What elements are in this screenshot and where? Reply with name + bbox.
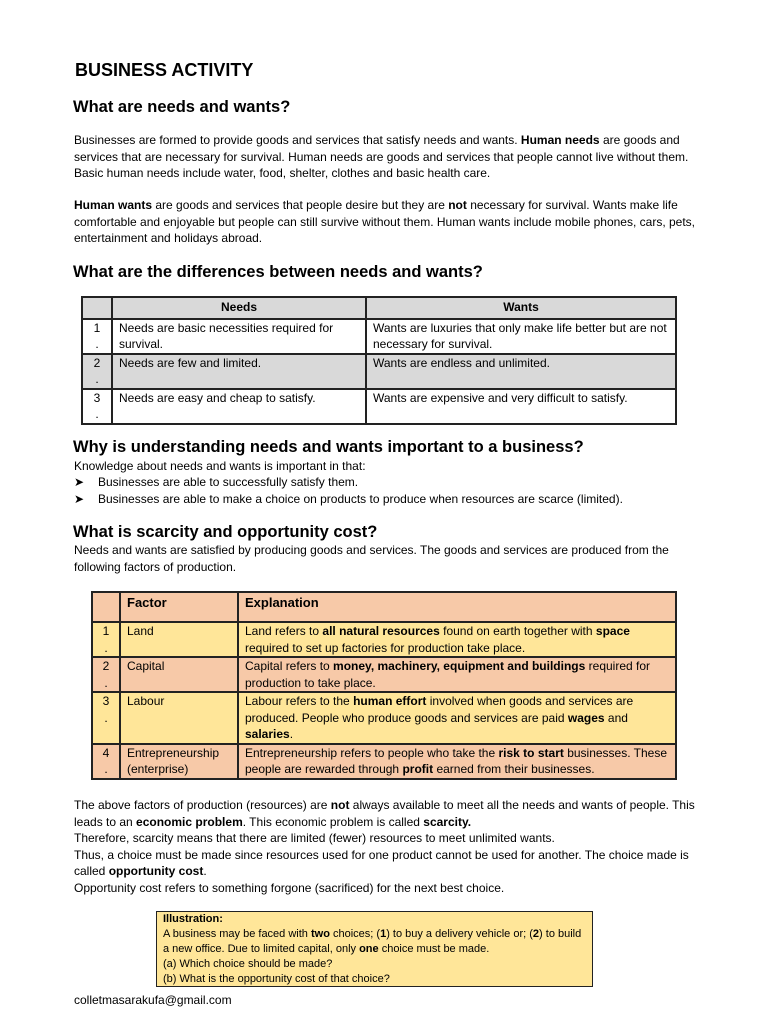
importance-intro: Knowledge about needs and wants is important in that:: [74, 459, 366, 473]
header-needs: Needs: [112, 297, 366, 319]
needs-cell: Needs are basic necessities required for survival.: [112, 319, 366, 354]
row-number: 4 .: [92, 744, 120, 779]
row-number: 3 .: [92, 692, 120, 744]
importance-list: [74, 474, 623, 507]
header-wants: Wants: [366, 297, 676, 319]
row-number: 1 .: [92, 622, 120, 657]
row-number: 1 .: [82, 319, 112, 354]
header-num-cell: [92, 592, 120, 622]
table-row: [82, 354, 676, 389]
needs-cell: Needs are few and limited.: [112, 354, 366, 389]
row-number: 3 .: [82, 389, 112, 424]
header-explanation: Explanation: [238, 592, 676, 622]
wants-cell: Wants are luxuries that only make life better but are not necessary for survival.: [366, 319, 676, 354]
needs-cell: Needs are easy and cheap to satisfy.: [112, 389, 366, 424]
heading-differences: What are the differences between needs and wants?: [73, 263, 483, 281]
factor-cell: Capital: [120, 657, 238, 692]
list-item: ➤ Businesses are able to successfully satisfy them.: [74, 475, 359, 489]
factors-intro: Needs and wants are satisfied by producing goods and services. The goods and services are produced from the following factors of production.: [74, 543, 669, 574]
header-factor: Factor: [120, 592, 238, 622]
factor-cell: Labour: [120, 692, 238, 744]
factors-table: [91, 591, 677, 780]
scarcity-paragraph: The above factors of production (resources) are not always available to meet all the needs and wants of people. This leads to an economic problem. This economic problem is called scarcity. Therefore, scarcity means that there are limited (fewer) resources to meet unlimited wants. Thus, a choice must be made since resources used for one product cannot be used for another. The choice made is called opportunity cost. Opportunity cost refers to something forgone (sacrificed) for the next best choice.: [74, 798, 695, 895]
arrowhead-bullet-icon: ➤: [74, 491, 85, 506]
table-row: [82, 389, 676, 424]
table-header-row: [82, 297, 676, 319]
explanation-cell: Capital refers to money, machinery, equipment and buildings required for production to take place.: [238, 657, 676, 692]
page-title: BUSINESS ACTIVITY: [75, 60, 254, 80]
needs-wants-table: [81, 296, 677, 425]
needs-paragraph: Businesses are formed to provide goods and services that satisfy needs and wants. Human needs are goods and services that are necessary for survival. Human needs are goods and services that people cannot live without them. Basic human needs include water, food, shelter, clothes and basic health care.: [74, 133, 689, 180]
arrowhead-bullet-icon: ➤: [74, 475, 85, 489]
factor-cell: Land: [120, 622, 238, 657]
list-item: ➤ Businesses are able to make a choice on products to produce when resources are scarce (limited).: [74, 491, 623, 506]
table-header-row: [92, 592, 676, 622]
explanation-cell: Labour refers to the human effort involved when goods and services are produced. People who produce goods and services are paid wages and salaries.: [238, 692, 676, 744]
illustration-heading: Illustration:: [163, 913, 223, 925]
heading-scarcity: What is scarcity and opportunity cost?: [73, 523, 378, 541]
header-num-cell: [82, 297, 112, 319]
table-row: [92, 657, 676, 692]
explanation-cell: Entrepreneurship refers to people who take the risk to start businesses. These people are rewarded through profit earned from their businesses.: [238, 744, 676, 779]
table-row: [92, 744, 676, 779]
footer-email: colletmasarakufa@gmail.com: [74, 993, 232, 1007]
table-row: [82, 319, 676, 354]
illustration-question-a: (a) Which choice should be made?: [163, 958, 333, 970]
table-row: [92, 692, 676, 744]
factor-cell: Entrepreneurship (enterprise): [120, 744, 238, 779]
wants-cell: Wants are endless and unlimited.: [366, 354, 676, 389]
explanation-cell: Land refers to all natural resources found on earth together with space required to set up factories for production take place.: [238, 622, 676, 657]
heading-needs-wants: What are needs and wants?: [73, 98, 291, 116]
illustration-text: A business may be faced with two choices; (1) to buy a delivery vehicle or; (2) to build a new office. Due to limited capital, only one choice must be made.: [163, 928, 582, 955]
illustration-box: [156, 911, 593, 987]
table-row: [92, 622, 676, 657]
heading-importance: Why is understanding needs and wants important to a business?: [73, 438, 584, 456]
row-number: 2 .: [92, 657, 120, 692]
wants-cell: Wants are expensive and very difficult to satisfy.: [366, 389, 676, 424]
wants-paragraph: Human wants are goods and services that people desire but they are not necessary for survival. Wants make life comfortable and enjoyable but people can still survive without them. Human wants include mobile phones, cars, pets, entertainment and holidays abroad.: [74, 198, 696, 245]
illustration-question-b: (b) What is the opportunity cost of that choice?: [163, 973, 390, 985]
row-number: 2 .: [82, 354, 112, 389]
